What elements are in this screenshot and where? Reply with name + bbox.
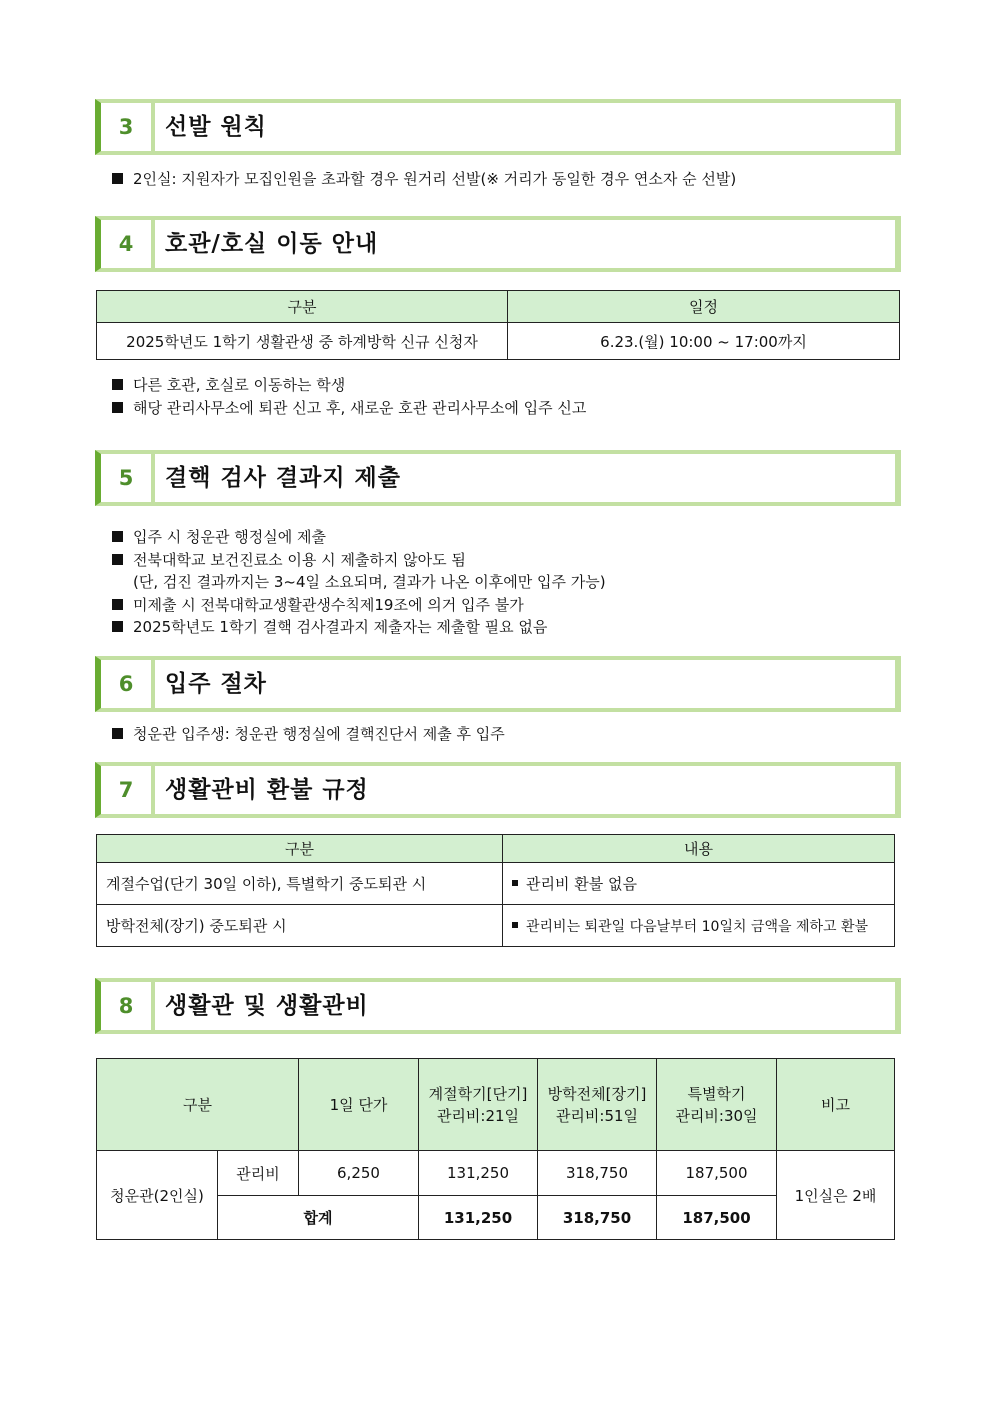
table-cell: 1인실은 2배 — [777, 1151, 895, 1240]
square-bullet-icon — [112, 599, 123, 610]
section-title: 선발 원칙 — [165, 114, 267, 140]
dorm-move-table — [96, 290, 900, 360]
table-cell: 6,250 — [299, 1151, 419, 1196]
section-title: 생활관 및 생활관비 — [165, 993, 369, 1019]
table-cell: 관리비 환불 없음 — [503, 863, 895, 905]
table-row — [97, 1151, 895, 1196]
table-cell: 방학전체(장기) 중도퇴관 시 — [97, 905, 503, 947]
table-header: 방학전체[장기] 관리비:51일 — [538, 1059, 657, 1151]
table-row — [97, 905, 895, 947]
section-number: 7 — [118, 778, 134, 802]
table-cell: 6.23.(월) 10:00 ~ 17:00까지 — [508, 323, 900, 360]
table-header: 구분 — [97, 1059, 299, 1151]
square-bullet-icon — [112, 173, 123, 184]
square-bullet-icon — [112, 728, 123, 739]
table-cell: 관리비는 퇴관일 다음날부터 10일치 금액을 제하고 환불 — [503, 905, 895, 947]
section-number: 6 — [118, 672, 134, 696]
section-title: 호관/호실 이동 안내 — [165, 231, 379, 257]
section-5-bullets — [112, 526, 606, 639]
list-item: 2025학년도 1학기 결핵 검사결과지 제출자는 제출할 필요 없음 — [112, 616, 606, 639]
table-cell: 131,250 — [419, 1196, 538, 1240]
section-3-bullets — [112, 168, 736, 191]
section-4-bullets — [112, 374, 586, 419]
refund-table — [96, 834, 895, 947]
list-item: 2인실: 지원자가 모집인원을 초과할 경우 원거리 선발(※ 거리가 동일한 경우 연소자 순 선발) — [112, 168, 736, 191]
table-cell: 청운관(2인실) — [97, 1151, 218, 1240]
list-item-continuation: (단, 검진 결과까지는 3~4일 소요되며, 결과가 나온 이후에만 입주 가능) — [133, 573, 606, 591]
table-header: 구분 — [97, 291, 508, 323]
table-header: 내용 — [503, 835, 895, 863]
section-title: 생활관비 환불 규정 — [165, 777, 369, 803]
table-cell: 2025학년도 1학기 생활관생 중 하계방학 신규 신청자 — [97, 323, 508, 360]
section-divider — [151, 766, 155, 814]
table-cell: 187,500 — [657, 1196, 777, 1240]
table-header: 비고 — [777, 1059, 895, 1151]
table-cell: 관리비 — [218, 1151, 299, 1196]
section-number: 5 — [118, 466, 134, 490]
table-cell: 187,500 — [657, 1151, 777, 1196]
table-header: 1일 단가 — [299, 1059, 419, 1151]
list-item: 미제출 시 전북대학교생활관생수칙제19조에 의거 입주 불가 — [112, 594, 606, 617]
section-3-header — [95, 99, 901, 155]
table-header: 특별학기 관리비:30일 — [657, 1059, 777, 1151]
section-divider — [151, 220, 155, 268]
section-4-header — [95, 216, 901, 272]
section-divider — [151, 660, 155, 708]
list-item: 입주 시 청운관 행정실에 제출 — [112, 526, 606, 549]
table-header: 일정 — [508, 291, 900, 323]
section-divider — [151, 454, 155, 502]
section-title: 입주 절차 — [165, 671, 267, 697]
list-item: 해당 관리사무소에 퇴관 신고 후, 새로운 호관 관리사무소에 입주 신고 — [112, 397, 586, 420]
section-divider — [151, 982, 155, 1030]
square-bullet-icon — [112, 379, 123, 390]
square-bullet-icon — [112, 402, 123, 413]
section-title: 결핵 검사 결과지 제출 — [165, 465, 401, 491]
table-cell: 계절수업(단기 30일 이하), 특별학기 중도퇴관 시 — [97, 863, 503, 905]
table-header: 구분 — [97, 835, 503, 863]
square-bullet-icon — [112, 621, 123, 632]
small-square-bullet-icon — [512, 880, 518, 886]
section-8-header — [95, 978, 901, 1034]
section-divider — [151, 103, 155, 151]
dorm-fee-table — [96, 1058, 895, 1240]
section-number: 8 — [118, 994, 134, 1018]
table-cell: 합계 — [218, 1196, 419, 1240]
section-6-header — [95, 656, 901, 712]
table-row — [97, 863, 895, 905]
list-item: 전북대학교 보건진료소 이용 시 제출하지 않아도 됨 — [112, 549, 606, 572]
section-7-header — [95, 762, 901, 818]
square-bullet-icon — [112, 554, 123, 565]
list-item: 다른 호관, 호실로 이동하는 학생 — [112, 374, 586, 397]
section-6-bullets — [112, 723, 505, 746]
table-cell: 318,750 — [538, 1196, 657, 1240]
table-header: 계절학기[단기] 관리비:21일 — [419, 1059, 538, 1151]
section-5-header — [95, 450, 901, 506]
table-cell: 131,250 — [419, 1151, 538, 1196]
square-bullet-icon — [112, 531, 123, 542]
list-item: 청운관 입주생: 청운관 행정실에 결핵진단서 제출 후 입주 — [112, 723, 505, 746]
small-square-bullet-icon — [512, 922, 518, 928]
table-cell: 318,750 — [538, 1151, 657, 1196]
section-number: 4 — [118, 232, 134, 256]
section-number: 3 — [118, 115, 134, 139]
